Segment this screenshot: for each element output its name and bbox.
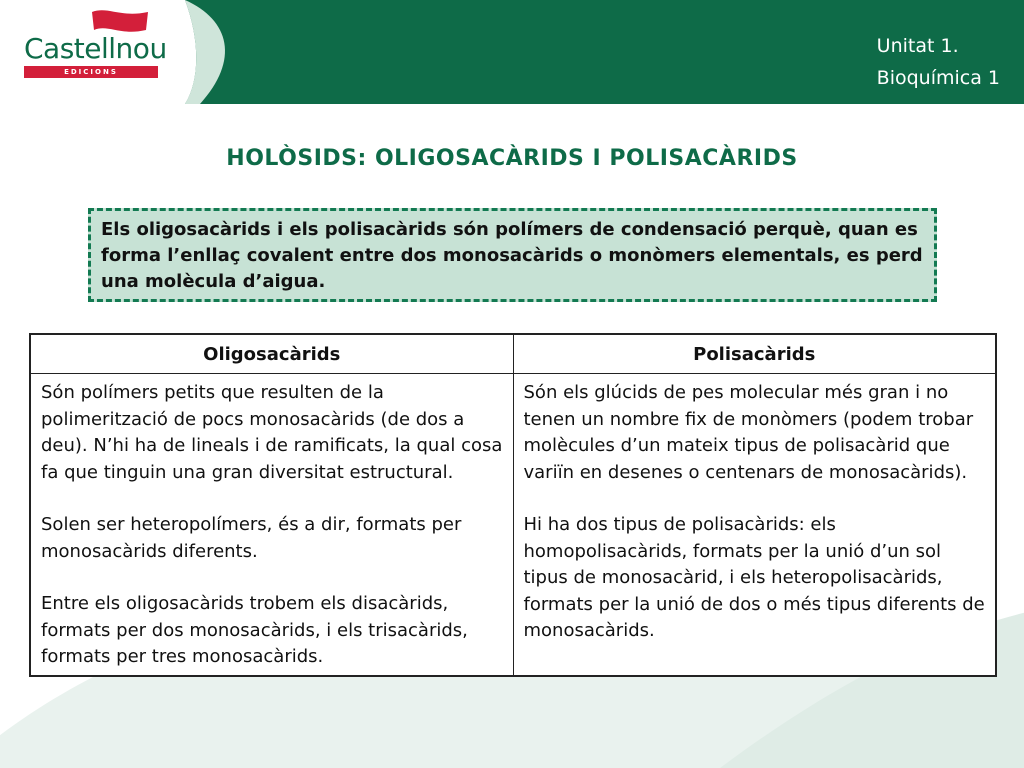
castellnou-logo: [20, 8, 165, 80]
subject-label: Bioquímica 1: [876, 67, 1000, 89]
oligo-paragraph-3: Entre els oligosacàrids trobem els disacàrids, formats per dos monosacàrids, i els trisacàrids, formats per tres monosacàrids.: [41, 593, 468, 667]
poli-paragraph-2: Hi ha dos tipus de polisacàrids: els homopolisacàrids, formats per la unió d’un sol tipus de monosacàrid, i els heteropolisacàrids, formats per la unió de dos o més tipus diferents de monosacàrids.: [523, 514, 985, 641]
column-header-oligosaccharides: Oligosacàrids: [30, 334, 513, 374]
column-header-polysaccharides: Polisacàrids: [513, 334, 996, 374]
oligo-paragraph-2: Solen ser heteropolímers, és a dir, formats per monosacàrids diferents.: [41, 514, 462, 562]
oligosaccharides-cell: [30, 374, 513, 676]
definition-callout: Els oligosacàrids i els polisacàrids són polímers de condensació perquè, quan es forma l’enllaç covalent entre dos monosacàrids o monòmers elementals, es perd una molècula d’aigua.: [88, 208, 937, 302]
table-header-row: [30, 334, 996, 374]
poli-paragraph-1: Són els glúcids de pes molecular més gran i no tenen un nombre fix de monòmers (podem trobar molècules d’un mateix tipus de polisacàrid que variïn en desenes o centenars de monosacàrids).: [523, 382, 974, 483]
table-row: [30, 374, 996, 676]
unit-info: [877, 30, 1000, 94]
polysaccharides-cell: [513, 374, 996, 676]
header-band: [0, 0, 1024, 104]
unit-label: Unitat 1.: [876, 35, 959, 57]
oligo-paragraph-1: Són polímers petits que resulten de la polimerització de pocs monosacàrids (de dos a deu). N’hi ha de lineals i de ramificats, la qual cosa fa que tinguin una gran diversitat estructural.: [41, 382, 503, 483]
page-title: HOLÒSIDS: OLIGOSACÀRIDS I POLISACÀRIDS: [226, 146, 798, 171]
brand-name: Castellnou: [24, 32, 167, 65]
brand-subtitle: EDICIONS: [64, 68, 118, 76]
comparison-table: [29, 333, 997, 677]
